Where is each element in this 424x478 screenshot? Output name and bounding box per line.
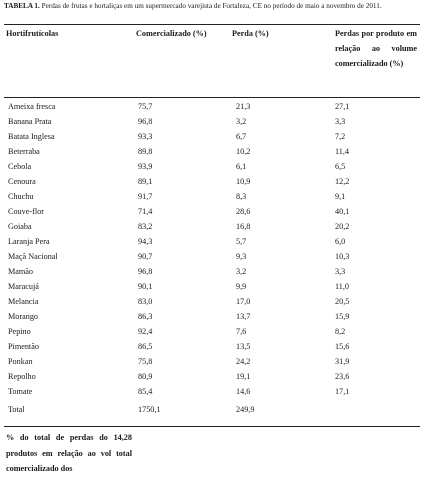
- loss-relative-cell: 23,6: [335, 372, 350, 381]
- loss-relative-cell: 3,3: [335, 267, 346, 276]
- loss-relative-cell: 27,1: [335, 102, 350, 111]
- loss-cell: 7,6: [236, 327, 247, 336]
- table-row: [0, 144, 424, 159]
- total-sold: 1750,1: [138, 405, 161, 414]
- loss-relative-cell: 7,2: [335, 132, 346, 141]
- loss-cell: 21,3: [236, 102, 251, 111]
- total-loss: 249,9: [236, 405, 255, 414]
- loss-cell: 3,2: [236, 117, 247, 126]
- product-name-cell: Mamão: [8, 267, 34, 276]
- product-name-cell: Goiaba: [8, 222, 32, 231]
- header-loss-relative: Perdas por produto em relação ao volume comercializado (%): [335, 29, 417, 68]
- header-rule: [4, 97, 420, 98]
- table-row: [0, 369, 424, 384]
- loss-relative-cell: 3,3: [335, 117, 346, 126]
- product-name-cell: Melancia: [8, 297, 39, 306]
- sold-cell: 91,7: [138, 192, 153, 201]
- sold-cell: 94,3: [138, 237, 153, 246]
- loss-cell: 13,7: [236, 312, 251, 321]
- sold-cell: 90,1: [138, 282, 153, 291]
- loss-cell: 17,0: [236, 297, 251, 306]
- caption-text: Perdas de frutas e hortaliças em um supermercado varejista de Fortaleza, CE no período de maio a novembro de 2011.: [41, 2, 382, 10]
- product-name-cell: Maçã Nacional: [8, 252, 58, 261]
- table-row: [0, 129, 424, 144]
- loss-cell: 10,9: [236, 177, 251, 186]
- sold-cell: 75,8: [138, 357, 153, 366]
- loss-cell: 19,1: [236, 372, 251, 381]
- loss-relative-cell: 6,0: [335, 237, 346, 246]
- product-name-cell: Cebola: [8, 162, 32, 171]
- sold-cell: 92,4: [138, 327, 153, 336]
- sold-cell: 96,8: [138, 267, 153, 276]
- sold-cell: 80,9: [138, 372, 153, 381]
- product-name-cell: Maracujá: [8, 282, 39, 291]
- loss-relative-cell: 17,1: [335, 387, 350, 396]
- table-row: [0, 204, 424, 219]
- caption-label: TABELA 1.: [4, 2, 40, 10]
- product-name-cell: Tomate: [8, 387, 33, 396]
- loss-cell: 13,5: [236, 342, 251, 351]
- sold-cell: 85,4: [138, 387, 153, 396]
- header-loss: Perda (%): [232, 29, 269, 38]
- table-row: [0, 189, 424, 204]
- loss-relative-cell: 12,2: [335, 177, 350, 186]
- product-name-cell: Morango: [8, 312, 39, 321]
- top-rule: [4, 24, 420, 25]
- bottom-rule: [4, 426, 420, 427]
- table-row: [0, 294, 424, 309]
- loss-cell: 24,2: [236, 357, 251, 366]
- product-name-cell: Ameixa fresca: [8, 102, 56, 111]
- sold-cell: 86,5: [138, 342, 153, 351]
- loss-cell: 16,8: [236, 222, 251, 231]
- loss-cell: 6,1: [236, 162, 247, 171]
- table-row: [0, 114, 424, 129]
- table-row: [0, 219, 424, 234]
- loss-relative-cell: 8,2: [335, 327, 346, 336]
- loss-relative-cell: 9,1: [335, 192, 346, 201]
- loss-relative-cell: 11,0: [335, 282, 350, 291]
- product-name-cell: Banana Prata: [8, 117, 52, 126]
- table-row: [0, 174, 424, 189]
- loss-cell: 5,7: [236, 237, 247, 246]
- product-name-cell: Beterraba: [8, 147, 40, 156]
- product-name-cell: Ponkan: [8, 357, 33, 366]
- table-row: [0, 309, 424, 324]
- loss-cell: 10,2: [236, 147, 251, 156]
- table-caption: [4, 1, 420, 12]
- sold-cell: 75,7: [138, 102, 153, 111]
- loss-relative-cell: 40,1: [335, 207, 350, 216]
- loss-relative-cell: 31,9: [335, 357, 350, 366]
- sold-cell: 93,9: [138, 162, 153, 171]
- sold-cell: 96,8: [138, 117, 153, 126]
- sold-cell: 83,0: [138, 297, 153, 306]
- table-row: [0, 99, 424, 114]
- loss-relative-cell: 20,5: [335, 297, 350, 306]
- total-row: [0, 402, 424, 417]
- table-row: [0, 339, 424, 354]
- table-row: [0, 324, 424, 339]
- sold-cell: 90,7: [138, 252, 153, 261]
- table-row: [0, 234, 424, 249]
- product-name-cell: Chuchu: [8, 192, 34, 201]
- product-name-cell: Couve-flor: [8, 207, 44, 216]
- table-row: [0, 159, 424, 174]
- sold-cell: 71,4: [138, 207, 153, 216]
- loss-relative-cell: 11,4: [335, 147, 350, 156]
- sold-cell: 86,3: [138, 312, 153, 321]
- loss-cell: 9,3: [236, 252, 247, 261]
- loss-cell: 9,9: [236, 282, 247, 291]
- header-product: Hortifrutícolas: [6, 29, 59, 38]
- sold-cell: 93,3: [138, 132, 153, 141]
- loss-cell: 14,6: [236, 387, 251, 396]
- table-row: [0, 354, 424, 369]
- table-row: [0, 264, 424, 279]
- loss-cell: 3,2: [236, 267, 247, 276]
- product-name-cell: Cenoura: [8, 177, 36, 186]
- product-name-cell: Repolho: [8, 372, 36, 381]
- table-row: [0, 249, 424, 264]
- product-name-cell: Laranja Pera: [8, 237, 50, 246]
- product-name-cell: Pimentão: [8, 342, 39, 351]
- loss-cell: 6,7: [236, 132, 247, 141]
- loss-relative-cell: 10,3: [335, 252, 350, 261]
- footnote: % do total de perdas do 14,28 produtos em relação ao vol total comercializado dos: [6, 433, 132, 473]
- table-row: [0, 384, 424, 399]
- loss-relative-cell: 15,9: [335, 312, 350, 321]
- sold-cell: 89,8: [138, 147, 153, 156]
- loss-relative-cell: 6,5: [335, 162, 346, 171]
- header-sold: Comercializado (%): [136, 29, 207, 38]
- loss-cell: 28,6: [236, 207, 251, 216]
- sold-cell: 89,1: [138, 177, 153, 186]
- product-name-cell: Pepino: [8, 327, 31, 336]
- product-name-cell: Batata Inglesa: [8, 132, 55, 141]
- sold-cell: 83,2: [138, 222, 153, 231]
- loss-relative-cell: 15,6: [335, 342, 350, 351]
- total-label: Total: [8, 405, 25, 414]
- table-row: [0, 279, 424, 294]
- loss-cell: 8,3: [236, 192, 247, 201]
- loss-relative-cell: 20,2: [335, 222, 350, 231]
